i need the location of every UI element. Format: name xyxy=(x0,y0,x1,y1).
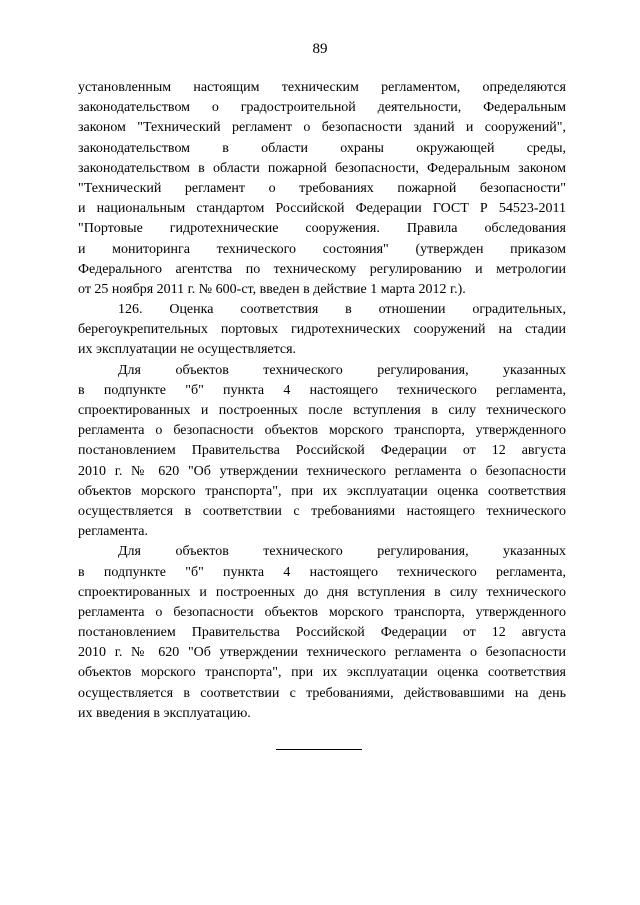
text-line: законодательством в области пожарной безопасности, Федеральным законом xyxy=(78,160,566,176)
text-line: Для объектов технического регулирования, указанных xyxy=(118,362,566,378)
text-line: "Технический регламент о требованиях пожарной безопасности" xyxy=(78,180,566,196)
text-line: берегоукрепительных портовых гидротехнических сооружений на стадии xyxy=(78,322,566,338)
paragraph xyxy=(78,361,566,543)
text-line: в подпункте "б" пункта 4 настоящего технического регламента, xyxy=(78,382,566,398)
text-line: Федерального агентства по техническому регулированию и метрологии xyxy=(78,261,566,277)
text-line: и национальным стандартом Российской Федерации ГОСТ Р 54523-2011 xyxy=(78,201,566,217)
text-line: осуществляется в соответствии с требованиями настоящего технического xyxy=(78,503,566,519)
text-line: объектов морского транспорта", при их эксплуатации оценка соответствия xyxy=(78,665,566,681)
text-line: 2010 г. № 620 "Об утверждении технического регламента о безопасности xyxy=(78,463,566,479)
text-line: регламента о безопасности объектов морского транспорта, утвержденного xyxy=(78,604,566,620)
text-line: законом "Технический регламент о безопасности зданий и сооружений", xyxy=(78,120,566,136)
page-number: 89 xyxy=(312,41,328,57)
text-line: законодательством в области охраны окружающей среды, xyxy=(78,140,566,156)
paragraph xyxy=(78,300,566,361)
text-line: законодательством о градостроительной деятельности, Федеральным xyxy=(78,100,566,116)
text-line: "Портовые гидротехнические сооружения. Правила обследования xyxy=(78,221,566,237)
text-line: постановлением Правительства Российской Федерации от 12 августа xyxy=(78,625,566,641)
text-line: осуществляется в соответствии с требованиями, действовавшими на день xyxy=(78,685,566,701)
end-rule xyxy=(276,749,362,750)
text-line: постановлением Правительства Российской Федерации от 12 августа xyxy=(78,443,566,459)
document-body xyxy=(78,78,566,724)
text-line: спроектированных и построенных до дня вступления в силу технического xyxy=(78,584,566,600)
paragraph xyxy=(78,78,566,300)
text-line: установленным настоящим техническим регламентом, определяются xyxy=(78,80,566,95)
text-line: объектов морского транспорта", при их эксплуатации оценка соответствия xyxy=(78,483,566,499)
text-line: спроектированных и построенных после вступления в силу технического xyxy=(78,403,566,418)
text-line: от 25 ноября 2011 г. № 600-ст, введен в действие 1 марта 2012 г.). xyxy=(78,281,466,297)
text-line: 126. Оценка соответствия в отношении оградительных, xyxy=(118,302,566,318)
text-line: регламента о безопасности объектов морского транспорта, утвержденного xyxy=(78,423,566,439)
paragraph xyxy=(78,542,566,724)
text-line: и мониторинга технического состояния" (утвержден приказом xyxy=(78,241,566,257)
text-line: Для объектов технического регулирования, указанных xyxy=(118,544,566,560)
text-line: их эксплуатации не осуществляется. xyxy=(78,342,297,358)
text-line: 2010 г. № 620 "Об утверждении технического регламента о безопасности xyxy=(78,645,566,661)
text-line: в подпункте "б" пункта 4 настоящего технического регламента, xyxy=(78,564,566,580)
text-line: их введения в эксплуатацию. xyxy=(78,705,251,721)
text-line: регламента. xyxy=(78,524,149,540)
